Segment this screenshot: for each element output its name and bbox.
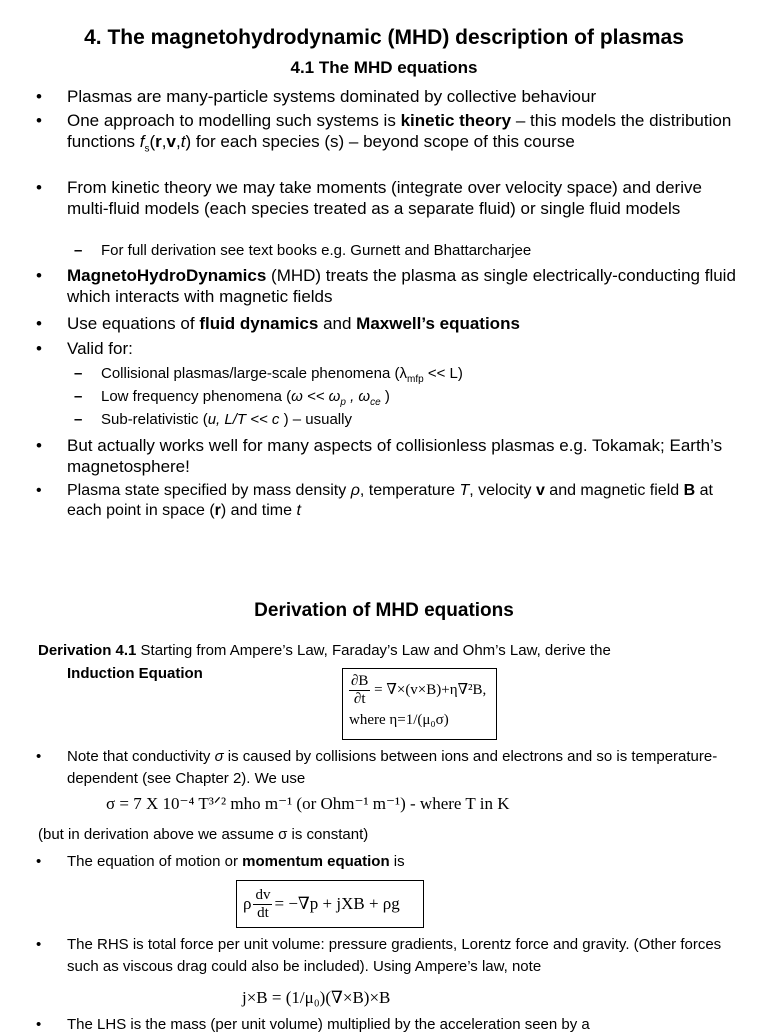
momentum-equation-box: ρ $\frac{dv}{dt}$ = −∇p + jXB + ρg — [236, 880, 424, 928]
bullet-text: Note that conductivity σ is caused by collisions between ions and electrons and so is temperature-dependent (see Chapter 2). We use — [67, 748, 718, 787]
dash-icon: – — [74, 365, 83, 382]
section-subtitle: 4.1 The MHD equations — [290, 58, 478, 77]
bullet-item — [36, 110, 736, 174]
sub-bullet-text: For full derivation see text books e.g. Gurnett and Bhattarcharjee — [101, 242, 532, 259]
sub-bullet-item — [74, 364, 734, 384]
bullet-item — [36, 934, 736, 978]
bullet-item — [36, 86, 736, 108]
bullet-icon: • — [36, 266, 42, 285]
bullet-item — [36, 265, 736, 309]
bullet-text: One approach to modelling such systems is kinetic theory – this models the distribution functions $f_s(r,v,t)$ for each species (s) – beyond scope of this course — [67, 111, 732, 155]
sub-bullet-text: Sub-relativistic (u, L/T << c ) – usually — [101, 411, 352, 428]
bullet-text: From kinetic theory we may take moments (integrate over velocity space) and derive multi-fluid models (each species treated as a separate fluid) or single fluid models — [67, 178, 702, 218]
induction-equation-box: $\frac{\partial B}{\partial t}$ = ∇×(v×B)+η∇²B, where η=1/(μ₀σ) — [342, 668, 497, 740]
sub-bullet-text: Low frequency phenomena ($\omega << \omega_p$ , $\omega_{ce}$ ) — [101, 388, 390, 408]
sub-bullet-text: Collisional plasmas/large-scale phenomena $(\lambda_{mfp} << L)$ — [101, 365, 463, 385]
bullet-text: The equation of motion or momentum equation is — [67, 853, 405, 870]
bullet-text: The LHS is the mass (per unit volume) multiplied by the acceleration seen by a — [67, 1016, 590, 1033]
bullet-icon: • — [36, 339, 42, 358]
bullet-icon: • — [36, 87, 42, 106]
derivation-heading: Derivation of MHD equations — [254, 600, 514, 621]
lorentz-equation: j×B = (1/μ₀)(∇×B)×B — [242, 988, 391, 1007]
conductivity-equation: σ = 7 X 10⁻⁴ T³ᐟ² mho m⁻¹ (or Ohm⁻¹ m⁻¹) - where T in K — [106, 794, 510, 813]
bullet-text: Valid for: — [67, 339, 133, 358]
fraction: $\frac{dv}{dt}$ — [255, 886, 271, 921]
bullet-icon: • — [36, 111, 42, 130]
bullet-item — [36, 1014, 736, 1036]
bullet-item — [36, 435, 736, 479]
bullet-item — [36, 746, 736, 790]
bullet-text: But actually works well for many aspects of collisionless plasmas e.g. Tokamak; Earth’s magnetosphere! — [67, 436, 723, 476]
bullet-icon: • — [36, 853, 42, 870]
bullet-text: The RHS is total force per unit volume: pressure gradients, Lorentz force and gravity. (Other forces such as viscous drag could also be included). Using Ampere’s law, note — [67, 936, 722, 975]
bullet-icon: • — [36, 1016, 42, 1033]
derivation-statement: Derivation 4.1 Starting from Ampere’s Law, Faraday’s Law and Ohm’s Law, derive the — [38, 642, 611, 659]
bullet-text: Plasma state specified by mass density ρ, temperature T, velocity v and magnetic field B at each point in space (r) and time t — [67, 482, 713, 519]
page-title: 4. The magnetohydrodynamic (MHD) description of plasmas — [84, 26, 684, 49]
bullet-item — [36, 338, 736, 360]
bullet-icon: • — [36, 314, 42, 333]
constant-note: (but in derivation above we assume σ is constant) — [38, 826, 369, 843]
dash-icon: – — [74, 411, 83, 428]
fraction: $\frac{\partial B}{\partial t}$ — [351, 673, 369, 707]
bullet-icon: • — [36, 936, 42, 953]
bullet-text: MagnetoHydroDynamics (MHD) treats the plasma as single electrically-conducting fluid which interacts with magnetic fields — [67, 266, 736, 306]
dash-icon: – — [74, 242, 83, 259]
bullet-icon: • — [36, 436, 42, 455]
induction-label: Induction Equation — [67, 665, 203, 682]
bullet-item — [36, 313, 736, 335]
bullet-icon: • — [36, 482, 42, 499]
sub-bullet-item — [74, 410, 734, 430]
sub-bullet-item — [74, 387, 734, 407]
bullet-item — [36, 481, 736, 523]
sub-bullet-item — [74, 241, 734, 261]
bullet-item — [36, 177, 736, 241]
bullet-text: Use equations of fluid dynamics and Maxwell’s equations — [67, 314, 520, 333]
bullet-icon: • — [36, 178, 42, 197]
bullet-icon: • — [36, 748, 42, 765]
bullet-item — [36, 851, 736, 873]
dash-icon: – — [74, 388, 83, 405]
bullet-text: Plasmas are many-particle systems dominated by collective behaviour — [67, 87, 597, 106]
